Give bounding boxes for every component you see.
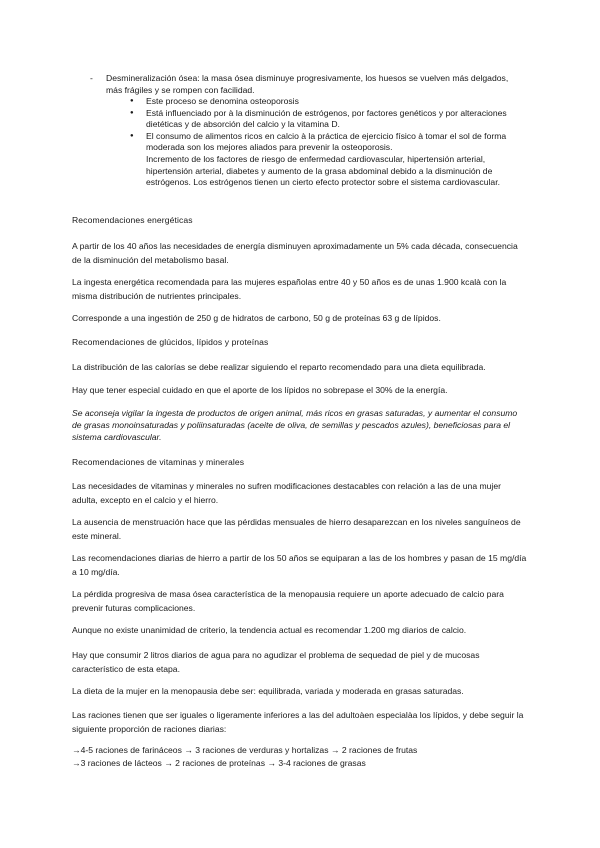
- heading-energeticas: Recomendaciones energéticas: [72, 215, 193, 225]
- desmineralizacion-item: [90, 72, 510, 96]
- bullet-item: ● Está influenciado por à la disminución de estrógenos, por factores genéticos y por alteraciones dietéticas y de absorción del calcio y la vitamina D.: [130, 108, 510, 131]
- paragraph: A partir de los 40 años las necesidades de energía disminuyen aproximadamente un 5% cada década, consecuencia de la disminución del metabolismo basal.: [72, 241, 518, 265]
- paragraph: Aunque no existe unanimidad de criterio, la tendencia actual es recomendar 1.200 mg diarios de calcio.: [72, 625, 467, 635]
- paragraph: La ingesta energética recomendada para las mujeres españolas entre 40 y 50 años es de unas 1.900 kcalà con la misma distribución de nutrientes principales.: [72, 277, 507, 301]
- paragraph: Hay que tener especial cuidado en que el aporte de los lípidos no sobrepase el 30% de la energía.: [72, 385, 448, 395]
- italic-paragraph: Se aconseja vigilar la ingesta de productos de origen animal, más ricos en grasas saturadas, y aumentar el consumo de grasas monoinsaturadas y poliinsaturadas (aceite de oliva, de semillas y pescados azules), beneficiosas para el sistema cardiovascular.: [72, 408, 518, 442]
- heading-vitaminas: Recomendaciones de vitaminas y minerales: [72, 457, 245, 467]
- paragraph: La ausencia de menstruación hace que las pérdidas mensuales de hierro desaparezcan en los niveles sanguíneos de este mineral.: [72, 517, 521, 541]
- paragraph: Las raciones tienen que ser iguales o ligeramente inferiores a las del adultoàen especialàa los lípidos, y debe seguir la siguiente proporción de raciones diarias:: [72, 710, 524, 734]
- bullet-item: ● Este proceso se denomina osteoporosis: [130, 96, 510, 108]
- desmineralizacion-bullets: [130, 96, 510, 189]
- dash-marker: -: [90, 73, 93, 83]
- paragraph: Las recomendaciones diarias de hierro a partir de los 50 años se equiparan a las de los hombres y pasan de 15 mg/día a 10 mg/día.: [72, 553, 527, 577]
- paragraph: Corresponde a una ingestión de 250 g de hidratos de carbono, 50 g de proteínas 63 g de lípidos.: [72, 313, 441, 323]
- paragraph: La dieta de la mujer en la menopausia debe ser: equilibrada, variada y moderada en grasas saturadas.: [72, 686, 464, 696]
- bullet-item: ● El consumo de alimentos ricos en calcio à la práctica de ejercicio físico à tomar el sol de forma moderada son los mejores aliados para prevenir la osteoporosis.: [130, 131, 510, 154]
- paragraph: La pérdida progresiva de masa ósea característica de la menopausia requiere un aporte adecuado de calcio para prevenir futuras complicaciones.: [72, 589, 504, 613]
- raciones-line: →3 raciones de lácteos → 2 raciones de proteínas → 3-4 raciones de grasas: [72, 758, 366, 768]
- heading-glucidos: Recomendaciones de glúcidos, lípidos y proteínas: [72, 337, 269, 347]
- raciones-line: →4-5 raciones de farináceos → 3 raciones de verduras y hortalizas → 2 raciones de frutas: [72, 745, 418, 755]
- paragraph: La distribución de las calorías se debe realizar siguiendo el reparto recomendado para una dieta equilibrada.: [72, 362, 486, 372]
- desmineralizacion-text: Desmineralización ósea: la masa ósea disminuye progresivamente, los huesos se vuelven más delgados, más frágiles y se rompen con facilidad.: [106, 73, 509, 95]
- paragraph: Las necesidades de vitaminas y minerales no sufren modificaciones destacables con relación a las de una mujer adulta, excepto en el calcio y el hierro.: [72, 481, 501, 505]
- paragraph: Hay que consumir 2 litros diarios de agua para no agudizar el problema de sequedad de piel y de mucosas característico de esta etapa.: [72, 650, 480, 674]
- cardiovascular-paragraph: Incremento de los factores de riesgo de enfermedad cardiovascular, hipertensión arterial, hipertensión arterial, diabetes y aumento de la grasa abdominal debido a la disminución de estrógenos. Los estrógenos tienen un cierto efecto protector sobre el sistema cardiovascular.: [146, 153, 500, 188]
